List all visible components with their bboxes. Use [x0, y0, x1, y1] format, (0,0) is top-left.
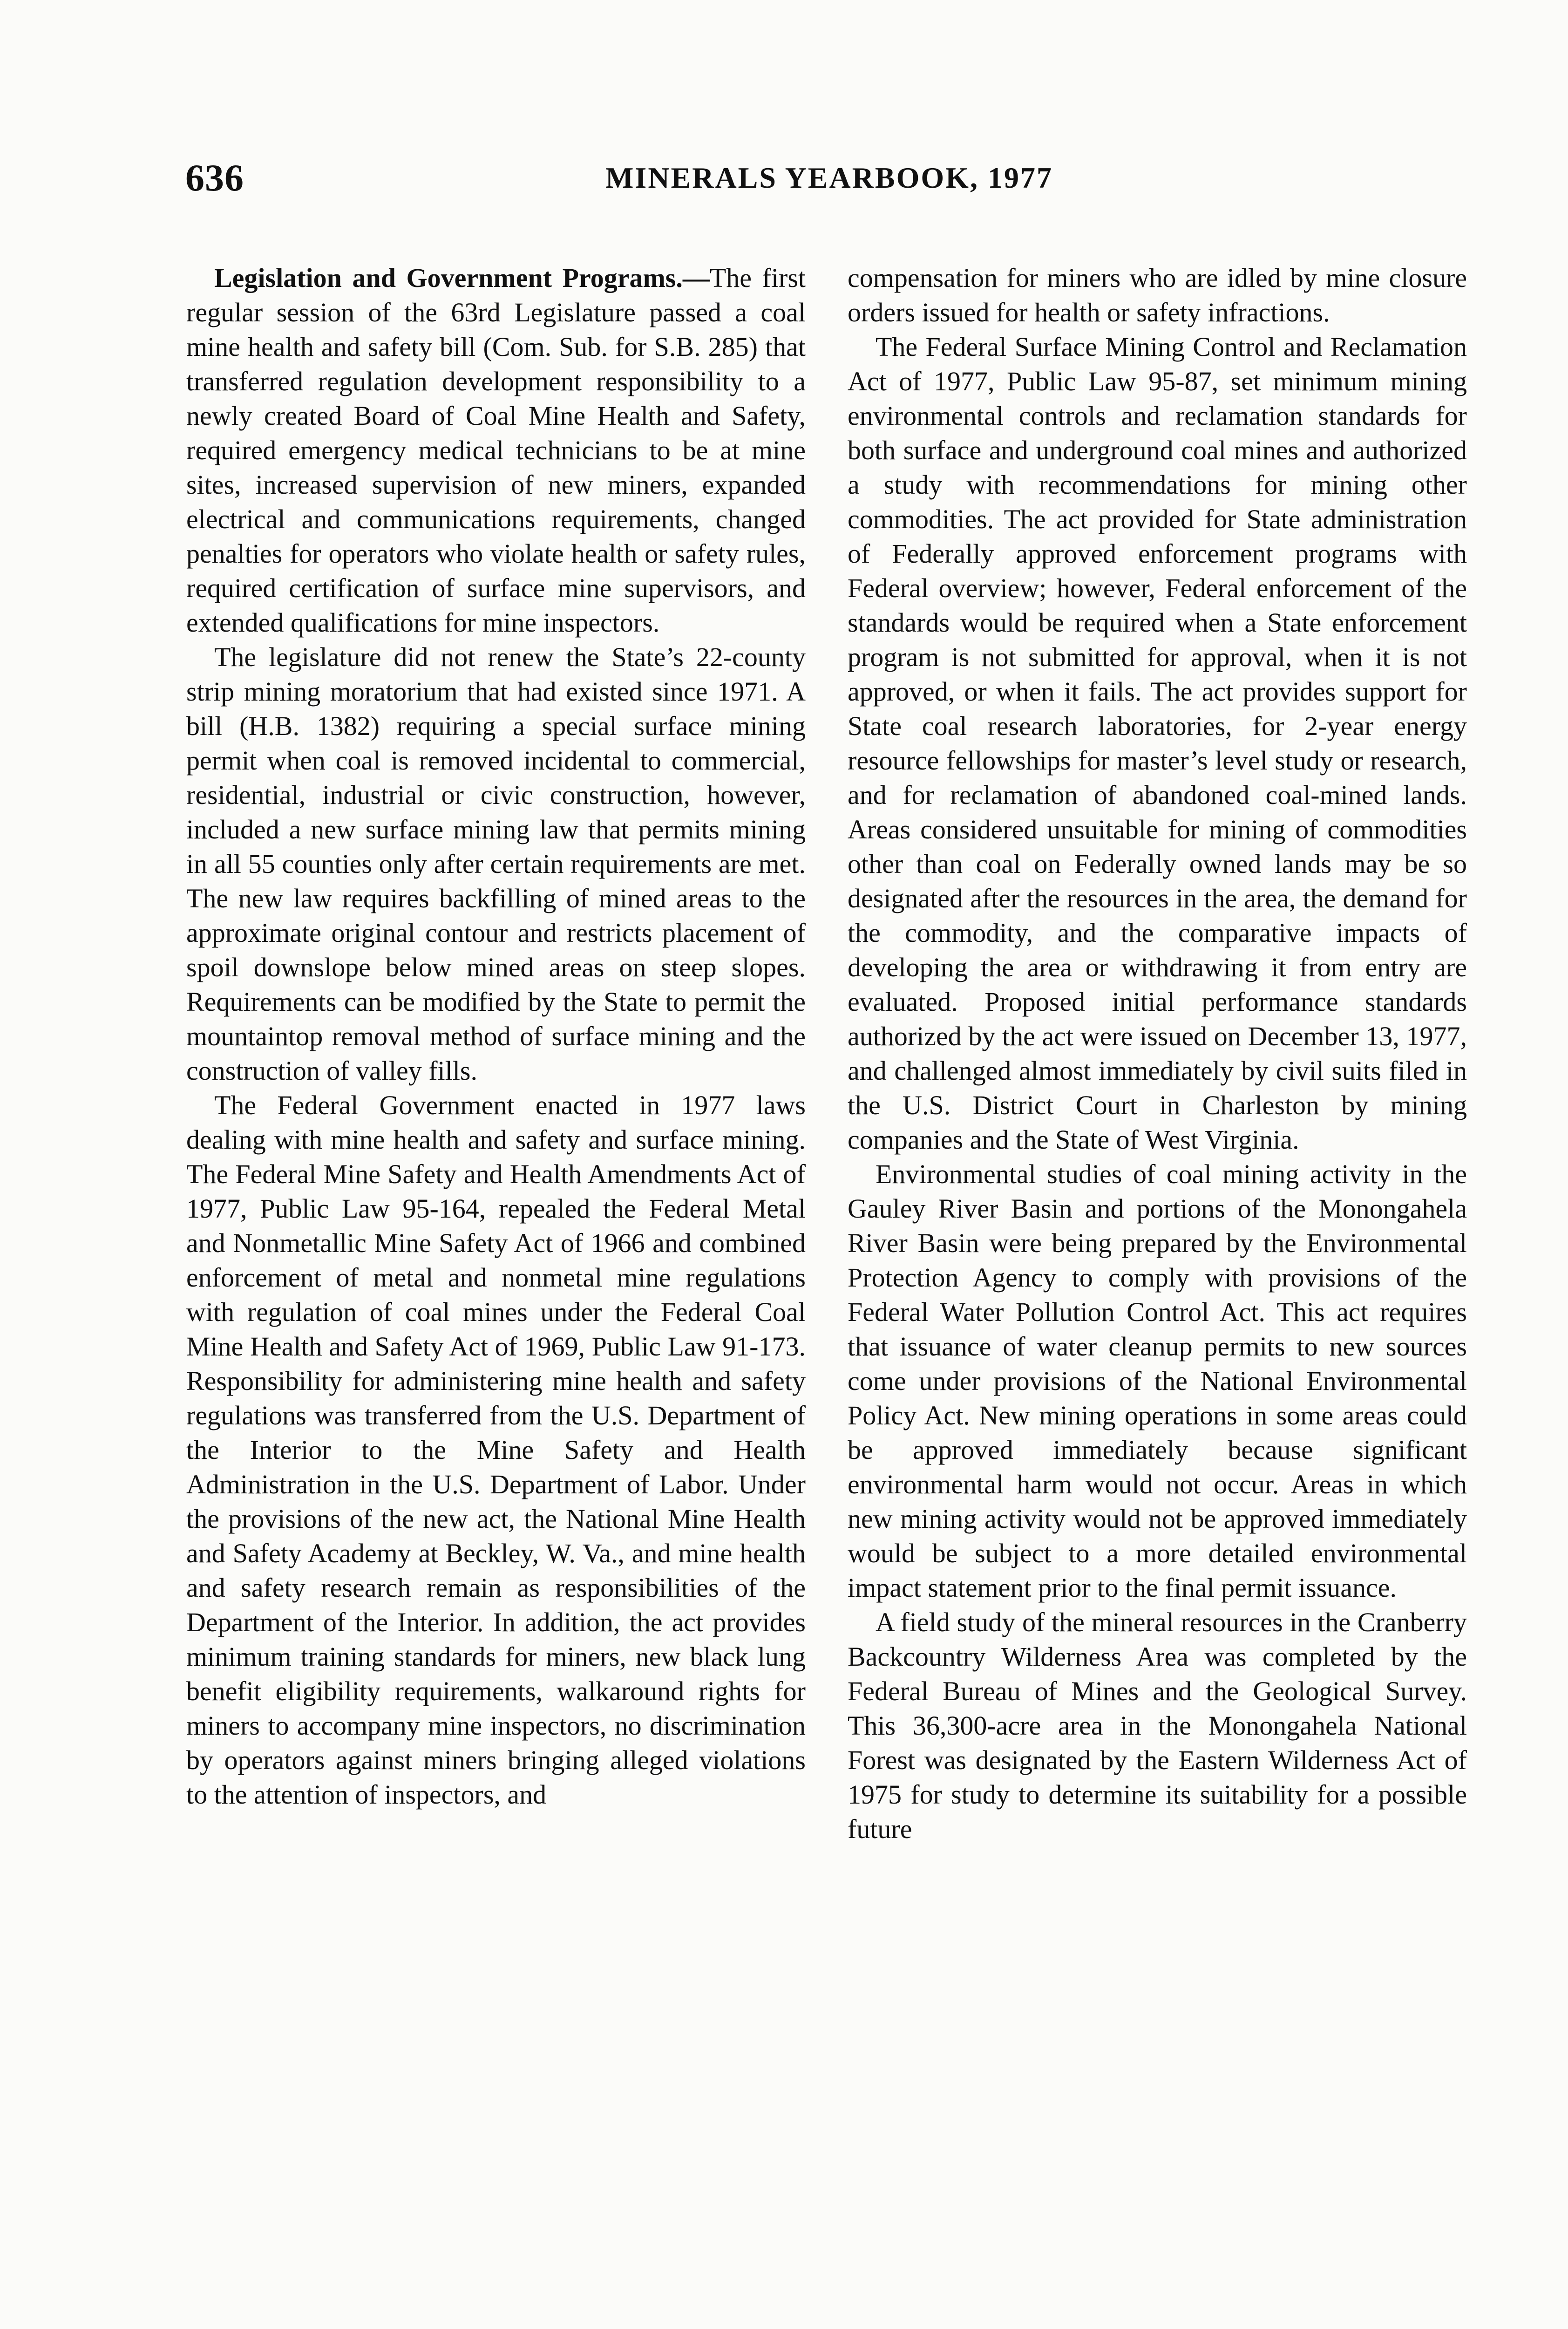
paragraph: The Federal Government enacted in 1977 laws dealing with mine health and safety and surface mining. The Federal Mine Safety and Health Amendments Act of 1977, Public Law 95-164, repealed the Federal Metal and Nonmetallic Mine Safety Act of 1966 and combined enforcement of metal and nonmetal mine regulations with regulation of coal mines under the Federal Coal Mine Health and Safety Act of 1969, Public Law 91-173. Responsibility for administering mine health and safety regulations was transferred from the U.S. Department of the Interior to the Mine Safety and Health Administration in the U.S. Department of Labor. Under the provisions of the new act, the National Mine Health and Safety Academy at Beckley, W. Va., and mine health and safety research remain as responsibilities of the Department of the Interior. In addition, the act provides minimum training standards for miners, new black lung benefit eligibility requirements, walkaround rights for miners to accompany mine inspectors, no discrimination by operators against miners bringing alleged violations to the attention of inspectors, and	[186, 1090, 806, 1810]
paragraph	[186, 261, 806, 640]
section-heading: Legislation and Government Programs.—	[214, 263, 710, 293]
paragraph-continuation: compensation for miners who are idled by mine closure orders issued for health or safety infractions.	[848, 263, 1467, 327]
paragraph: The legislature did not renew the State’s 22-county strip mining moratorium that had existed since 1971. A bill (H.B. 1382) requiring a special surface mining permit when coal is removed incidental to commercial, residential, industrial or civic construction, however, included a new surface mining law that permits mining in all 55 counties only after certain requirements are met. The new law requires backfilling of mined areas to the approximate original contour and restricts placement of spoil downslope below mined areas on steep slopes. Requirements can be modified by the State to permit the mountaintop removal method of surface mining and the construction of valley fills.	[186, 642, 806, 1086]
right-column	[848, 261, 1467, 1846]
running-title: MINERALS YEARBOOK, 1977	[605, 161, 1053, 194]
left-column	[186, 261, 806, 1812]
page-number: 636	[185, 157, 244, 199]
paragraph-text: The first regular session of the 63rd Legislature passed a coal mine health and safety bill (Com. Sub. for S.B. 285) that transferred regulation development responsibility to a newly created Board of Coal Mine Health and Safety, required emergency medical technicians to be at mine sites, increased supervision of new miners, expanded electrical and communications requirements, changed penalties for operators who violate health or safety rules, required certification of surface mine supervisors, and extended qualifications for mine inspectors.	[186, 263, 806, 638]
paragraph: Environmental studies of coal mining activity in the Gauley River Basin and portions of the Monongahela River Basin were being prepared by the Environmental Protection Agency to comply with provisions of the Federal Water Pollution Control Act. This act requires that issuance of water cleanup permits to new sources come under provisions of the National Environmental Policy Act. New mining operations in some areas could be approved immediately because significant environmental harm would not occur. Areas in which new mining activity would not be approved immediately would be subject to a more detailed environmental impact statement prior to the final permit issuance.	[848, 1159, 1467, 1603]
paragraph: The Federal Surface Mining Control and Reclamation Act of 1977, Public Law 95-87, set minimum mining environmental controls and reclamation standards for both surface and underground coal mines and authorized a study with recommendations for mining other commodities. The act provided for State administration of Federally approved enforcement programs with Federal overview; however, Federal enforcement of the standards would be required when a State enforcement program is not submitted for approval, when it is not approved, or when it fails. The act provides support for State coal research laboratories, for 2-year energy resource fellowships for master’s level study or research, and for reclamation of abandoned coal-mined lands. Areas considered unsuitable for mining of commodities other than coal on Federally owned lands may be so designated after the resources in the area, the demand for the commodity, and the comparative impacts of developing the area or withdrawing it from entry are evaluated. Proposed initial performance standards authorized by the act were issued on December 13, 1977, and challenged almost immediately by civil suits filed in the U.S. District Court in Charleston by mining companies and the State of West Virginia.	[848, 332, 1467, 1155]
paragraph: A field study of the mineral resources in the Cranberry Backcountry Wilderness Area was completed by the Federal Bureau of Mines and the Geological Survey. This 36,300-acre area in the Monongahela National Forest was designated by the Eastern Wilderness Act of 1975 for study to determine its suitability for a possible future	[848, 1607, 1467, 1844]
